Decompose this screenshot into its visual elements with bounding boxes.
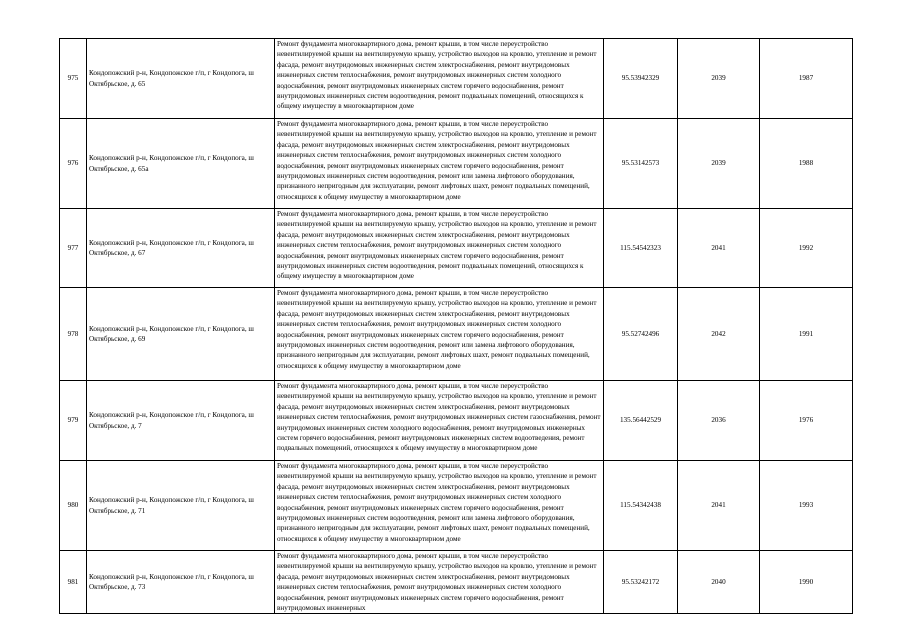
table-row [60,209,853,288]
row-number: 979 [60,381,87,461]
planned-year: 2041 [678,209,760,288]
area-value: 95.53942329 [604,39,678,119]
area-value: 95.52742496 [604,288,678,381]
planned-year: 2042 [678,288,760,381]
area-value: 95.53242172 [604,551,678,614]
built-year: 1992 [760,209,853,288]
building-address: Кондопожский р-н, Кондопожское г/п, г Кондопога, ш Октябрьское, д. 67 [87,209,275,288]
table-row [60,381,853,461]
planned-year: 2041 [678,461,760,551]
area-value: 135.56442529 [604,381,678,461]
repair-works: Ремонт фундамента многоквартирного дома, ремонт крыши, в том числе переустройство невентилируемой крыши на вентилируемую крышу, устройство выходов на кровлю, утепление и ремонт фасада, ремонт внутридомовых инженерных систем электроснабжения, ремонт внутридомовых инженерных систем теплоснабжения, ремонт внутридомовых инженерных систем газоснабжения, ремонт внутридомовых инженерных систем холодного водоснабжения, ремонт внутридомовых инженерных систем горячего водоснабжения, ремонт внутридомовых инженерных систем водоотведения, ремонт подвальных помещений, относящихся к общему имуществу в многоквартирном доме [275,381,604,461]
repair-works: Ремонт фундамента многоквартирного дома, ремонт крыши, в том числе переустройство невентилируемой крыши на вентилируемую крышу, устройство выходов на кровлю, утепление и ремонт фасада, ремонт внутридомовых инженерных систем электроснабжения, ремонт внутридомовых инженерных систем теплоснабжения, ремонт внутридомовых инженерных систем холодного водоснабжения, ремонт внутридомовых инженерных систем горячего водоснабжения, ремонт внутридомовых инженерных систем водоотведения, ремонт подвальных помещений, относящихся к общему имуществу в многоквартирном доме [275,209,604,288]
building-address: Кондопожский р-н, Кондопожское г/п, г Кондопога, ш Октябрьское, д. 71 [87,461,275,551]
area-value: 115.54542323 [604,209,678,288]
repair-works: Ремонт фундамента многоквартирного дома, ремонт крыши, в том числе переустройство невентилируемой крыши на вентилируемую крышу, устройство выходов на кровлю, утепление и ремонт фасада, ремонт внутридомовых инженерных систем электроснабжения, ремонт внутридомовых инженерных систем теплоснабжения, ремонт внутридомовых инженерных систем холодного водоснабжения, ремонт внутридомовых инженерных систем горячего водоснабжения, ремонт внутридомовых инженерных систем водоотведения, ремонт или замена лифтового оборудования, признанного непригодным для эксплуатации, ремонт лифтовых шахт, ремонт подвальных помещений, относящихся к общему имуществу в многоквартирном доме [275,288,604,381]
row-number: 976 [60,119,87,209]
building-address: Кондопожский р-н, Кондопожское г/п, г Кондопога, ш Октябрьское, д. 69 [87,288,275,381]
table-row [60,551,853,614]
row-number: 977 [60,209,87,288]
repair-works: Ремонт фундамента многоквартирного дома, ремонт крыши, в том числе переустройство невентилируемой крыши на вентилируемую крышу, устройство выходов на кровлю, утепление и ремонт фасада, ремонт внутридомовых инженерных систем электроснабжения, ремонт внутридомовых инженерных систем теплоснабжения, ремонт внутридомовых инженерных систем холодного водоснабжения, ремонт внутридомовых инженерных систем горячего водоснабжения, ремонт внутридомовых инженерных систем водоотведения, ремонт или замена лифтового оборудования, признанного непригодным для эксплуатации, ремонт лифтовых шахт, ремонт подвальных помещений, относящихся к общему имуществу в многоквартирном доме [275,461,604,551]
table-row [60,288,853,381]
built-year: 1993 [760,461,853,551]
repair-works: Ремонт фундамента многоквартирного дома, ремонт крыши, в том числе переустройство невентилируемой крыши на вентилируемую крышу, устройство выходов на кровлю, утепление и ремонт фасада, ремонт внутридомовых инженерных систем электроснабжения, ремонт внутридомовых инженерных систем теплоснабжения, ремонт внутридомовых инженерных систем холодного водоснабжения, ремонт внутридомовых инженерных систем горячего водоснабжения, ремонт внутридомовых инженерных систем водоотведения, ремонт подвальных помещений, относящихся к общему имуществу в многоквартирном доме [275,39,604,119]
row-number: 978 [60,288,87,381]
building-address: Кондопожский р-н, Кондопожское г/п, г Кондопога, ш Октябрьское, д. 65а [87,119,275,209]
planned-year: 2039 [678,119,760,209]
built-year: 1991 [760,288,853,381]
repair-works: Ремонт фундамента многоквартирного дома, ремонт крыши, в том числе переустройство невентилируемой крыши на вентилируемую крышу, устройство выходов на кровлю, утепление и ремонт фасада, ремонт внутридомовых инженерных систем электроснабжения, ремонт внутридомовых инженерных систем теплоснабжения, ремонт внутридомовых инженерных систем холодного водоснабжения, ремонт внутридомовых инженерных систем горячего водоснабжения, ремонт внутридомовых инженерных [275,551,604,614]
planned-year: 2039 [678,39,760,119]
built-year: 1987 [760,39,853,119]
capital-repair-table [59,38,853,614]
row-number: 980 [60,461,87,551]
table-row [60,119,853,209]
repair-works: Ремонт фундамента многоквартирного дома, ремонт крыши, в том числе переустройство невентилируемой крыши на вентилируемую крышу, устройство выходов на кровлю, утепление и ремонт фасада, ремонт внутридомовых инженерных систем электроснабжения, ремонт внутридомовых инженерных систем теплоснабжения, ремонт внутридомовых инженерных систем холодного водоснабжения, ремонт внутридомовых инженерных систем горячего водоснабжения, ремонт внутридомовых инженерных систем водоотведения, ремонт или замена лифтового оборудования, признанного непригодным для эксплуатации, ремонт лифтовых шахт, ремонт подвальных помещений, относящихся к общему имуществу в многоквартирном доме [275,119,604,209]
area-value: 95.53142573 [604,119,678,209]
built-year: 1988 [760,119,853,209]
planned-year: 2040 [678,551,760,614]
building-address: Кондопожский р-н, Кондопожское г/п, г Кондопога, ш Октябрьское, д. 7 [87,381,275,461]
row-number: 981 [60,551,87,614]
table-row [60,39,853,119]
building-address: Кондопожский р-н, Кондопожское г/п, г Кондопога, ш Октябрьское, д. 73 [87,551,275,614]
planned-year: 2036 [678,381,760,461]
built-year: 1976 [760,381,853,461]
row-number: 975 [60,39,87,119]
area-value: 115.54342438 [604,461,678,551]
building-address: Кондопожский р-н, Кондопожское г/п, г Кондопога, ш Октябрьское, д. 65 [87,39,275,119]
built-year: 1990 [760,551,853,614]
table-row [60,461,853,551]
